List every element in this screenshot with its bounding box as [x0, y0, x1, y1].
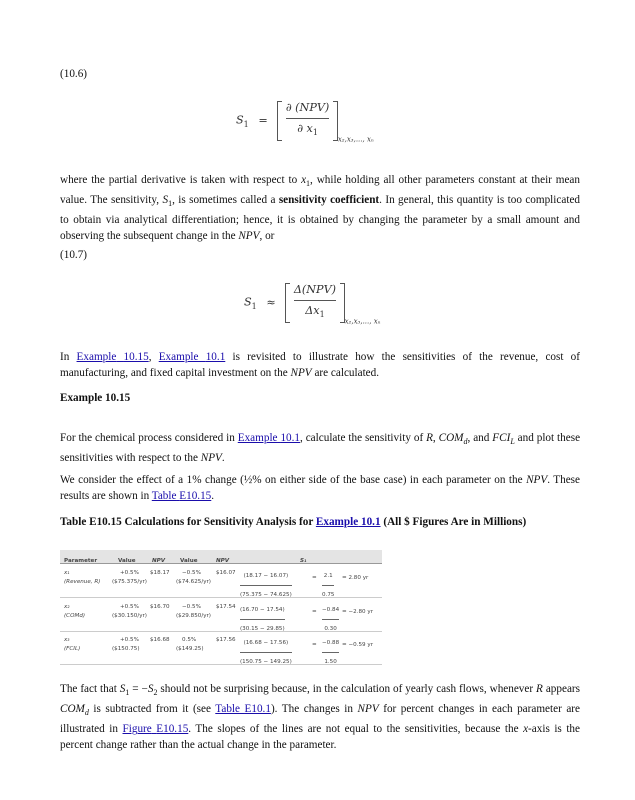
table-cell-npv2: $17.54 [216, 604, 236, 610]
table-cell-result: = −2.80 yr [342, 609, 373, 615]
paragraph-example-problem: For the chemical process considered in Example 10.1, calculate the sensitivity of R, $COM_d$, and $FCI_L$ and plot these sensitivities with respect to the NPV. [60, 432, 581, 465]
table-row [60, 565, 382, 598]
table-cell-result: = 2.80 yr [342, 575, 369, 581]
eq-subscript: x₂,x₃,..., xₙ [337, 135, 374, 144]
sensitivity-fraction: (18.17 − 16.07) (75.375 − 74.625) [240, 573, 292, 598]
link-example-10-1[interactable]: Example 10.1 [237, 432, 301, 444]
eq-lhs: S [236, 113, 244, 127]
sensitivity-fraction-simplified: −0.88 1.50 [322, 640, 340, 665]
term-sensitivity-coefficient: sensitivity coefficient [278, 194, 380, 207]
paragraph-effect-of-change: We consider the effect of a 1% change (½% on either side of the base case) in each parameter on the NPV. These results are shown in Table E10.15. [60, 474, 581, 502]
paragraph-partial-derivative: where the partial derivative is taken with respect to $x_1$, while holding all other parameters constant at their mean value. The sensitivity, $S_1$, is sometimes called a sensitivity coefficient. In general, this quantity is too complicated to obtain via analytical differentiation; hence, it is obtained by changing the parameter by a small amount and observing the subsequent change in the NPV, or [60, 174, 580, 243]
table-cell-param: x₂ [64, 604, 70, 610]
eq-numerator: ∂ (NPV) [285, 101, 330, 114]
link-example-10-1[interactable]: Example 10.1 [158, 351, 226, 363]
link-example-10-15[interactable]: Example 10.15 [76, 351, 149, 363]
table-cell-npv1: $16.68 [150, 637, 170, 643]
equation-label-10-6: (10.6) [60, 68, 88, 80]
table-cell-param2: (FCIL) [64, 646, 81, 652]
table-cell-eq1: = [312, 609, 317, 615]
equation-10-6: $S_1$ = $\frac{\text{∂ (NPV)}}{\partial x_1}$ $_{x_2,x_3,..., x_n}$ [236, 101, 374, 144]
table-row [60, 599, 382, 632]
sensitivity-table [60, 550, 382, 665]
link-example-10-1[interactable]: Example 10.1 [315, 516, 381, 528]
table-cell-param: x₁ [64, 570, 70, 576]
table-cell-v2: −0.5% [182, 570, 201, 576]
table-cell-v2: −0.5% [182, 604, 201, 610]
table-cell-v1: +0.5% [120, 570, 139, 576]
link-table-e10-1[interactable]: Table E10.1 [215, 703, 271, 716]
example-heading: Example 10.15 [60, 392, 131, 404]
table-cell-param2: (Revenue, R) [64, 579, 101, 585]
equation-10-7: $S_1$ ≈ $\frac{\text{Δ(NPV)}}{\Delta x_1}$ $_{x_2,x_3,..., x_n}$ [244, 283, 381, 326]
table-cell-v1b: ($30.150/yr) [112, 613, 147, 619]
sensitivity-fraction: (16.68 − 17.56) (150.75 − 149.25) [240, 640, 292, 665]
table-cell-v1: +0.5% [120, 637, 139, 643]
table-cell-v2b: ($74.625/yr) [176, 579, 211, 585]
table-cell-v1b: ($75.375/yr) [112, 579, 147, 585]
table-header-row: Parameter Value NPV Value NPV S₁ [60, 550, 382, 564]
table-cell-v2b: ($149.25) [176, 646, 204, 652]
table-cell-v1: +0.5% [120, 604, 139, 610]
paragraph-conclusion: The fact that $S_1 = -S_2$ should not be surprising because, in the calculation of yearly cash flows, whenever R appears $COM_d$ is subtracted from it (see Table E10.1). The changes in NPV for percent changes in each parameter are illustrated in Figure E10.15. The slopes of the lines are not equal to the sensitivities, because the x-axis is the percent change rather than the actual change in the parameter. [60, 683, 580, 752]
link-figure-e10-15[interactable]: Figure E10.15 [122, 723, 189, 736]
table-row [60, 632, 382, 665]
sensitivity-fraction-simplified: −0.84 0.30 [322, 607, 340, 632]
table-cell-npv2: $16.07 [216, 570, 236, 576]
table-cell-v2b: ($29.850/yr) [176, 613, 211, 619]
table-caption: Table E10.15 Calculations for Sensitivity Analysis for Example 10.1 (All $ Figures Are in Millions) [60, 516, 527, 528]
sensitivity-fraction: (16.70 − 17.54) (30.15 − 29.85) [240, 607, 285, 632]
table-cell-eq1: = [312, 575, 317, 581]
table-cell-v1b: ($150.75) [112, 646, 140, 652]
paragraph-examples-revisited: In Example 10.15, Example 10.1 is revisited to illustrate how the sensitivities of the revenue, cost of manufacturing, and fixed capital investment on the NPV are calculated. [60, 351, 581, 379]
link-table-e10-15[interactable]: Table E10.15 [151, 490, 212, 502]
table-cell-eq1: = [312, 642, 317, 648]
table-cell-param2: (COMd) [64, 613, 86, 619]
equation-label-10-7: (10.7) [60, 249, 88, 261]
table-cell-v2: 0.5% [182, 637, 197, 643]
table-cell-param: x₃ [64, 637, 70, 643]
table-cell-result: = −0.59 yr [342, 642, 373, 648]
sensitivity-fraction-simplified: 2.1 0.75 [322, 573, 335, 598]
table-cell-npv1: $16.70 [150, 604, 170, 610]
table-cell-npv1: $18.17 [150, 570, 170, 576]
table-cell-npv2: $17.56 [216, 637, 236, 643]
